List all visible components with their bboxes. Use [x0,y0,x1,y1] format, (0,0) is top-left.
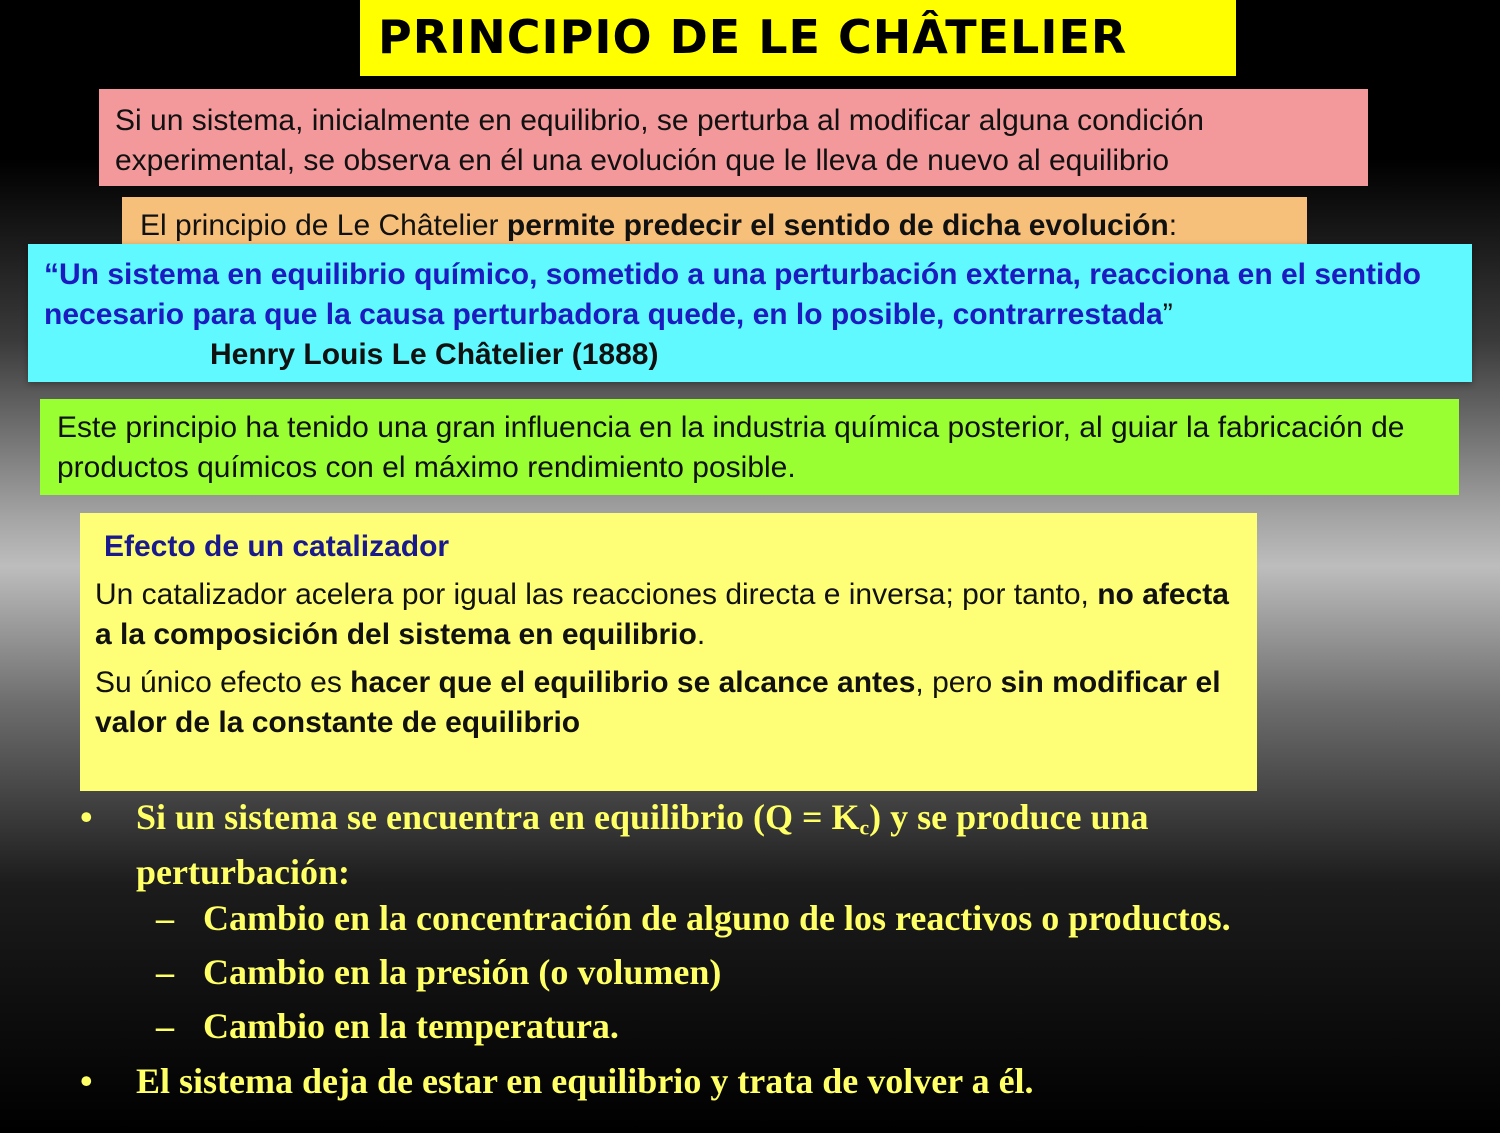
catalyst-paragraph-2 [95,663,1242,743]
catalyst-p1-bold: no afecta a la composición del sistema en equilibrio [95,578,1229,651]
bullet-item-1 [136,795,1236,895]
catalyst-p2-bold-1: hacer que el equilibrio se alcance antes [350,666,916,699]
definition-text: Si un sistema, inicialmente en equilibrio, se perturba al modificar alguna condición experimental, se observa en él una evolución que le lleva de nuevo al equilibrio [115,104,1204,177]
catalyst-paragraph-1 [95,575,1242,655]
quote-author: Henry Louis Le Châtelier (1888) [210,338,659,371]
title-banner [360,0,1236,76]
sub-item: Cambio en la temperatura. [203,1006,619,1046]
quote-text: “Un sistema en equilibrio químico, sometido a una perturbación externa, reacciona en el sentido necesario para que la causa perturbadora quede, en lo posible, contrarrestada [44,258,1421,331]
quote-paragraph [44,255,1456,335]
industry-text: Este principio ha tenido una gran influencia en la industria química posterior, al guiar la fabricación de productos químicos con el máximo rendimiento posible. [57,411,1405,484]
intro-plain: El principio de Le Châtelier [140,209,507,242]
bullet-list [0,795,1500,1125]
intro-end: : [1168,209,1178,242]
bullet-marker: • [80,1061,93,1101]
catalyst-p2-mid: , pero [915,666,1001,699]
catalyst-p1-plain: Un catalizador acelera por igual las reacciones directa e inversa; por tanto, [95,578,1098,611]
catalyst-p1-end: . [696,618,706,651]
definition-box [99,89,1368,186]
intro-bold: permite predecir el sentido de dicha evolución [506,209,1169,242]
catalyst-p2-plain: Su único efecto es [95,666,351,699]
bullet-1-post: ) y se produce una perturbación: [136,797,1149,893]
intro-box [122,197,1307,249]
bullet-1-pre: Si un sistema se encuentra en equilibrio (Q = K [136,797,860,837]
dash-marker: – [156,1006,174,1046]
catalyst-p2-bold-2: sin modificar el valor de la constante de equilibrio [95,666,1221,739]
sub-item: Cambio en la concentración de alguno de los reactivos o productos. [203,898,1231,938]
sub-item: Cambio en la presión (o volumen) [203,952,722,992]
dash-marker: – [156,952,174,992]
page-title: PRINCIPIO DE LE CHÂTELIER [378,10,1128,64]
dash-marker: – [156,898,174,938]
quote-box [28,244,1472,382]
bullet-1-subscript: c [859,815,870,840]
catalyst-box [80,513,1257,791]
quote-close-mark: ” [1162,298,1173,331]
catalyst-title: Efecto de un catalizador [104,530,450,563]
industry-box [40,399,1459,495]
bullet-item-2: El sistema deja de estar en equilibrio y trata de volver a él. [136,1061,1034,1101]
bullet-marker: • [80,797,93,837]
